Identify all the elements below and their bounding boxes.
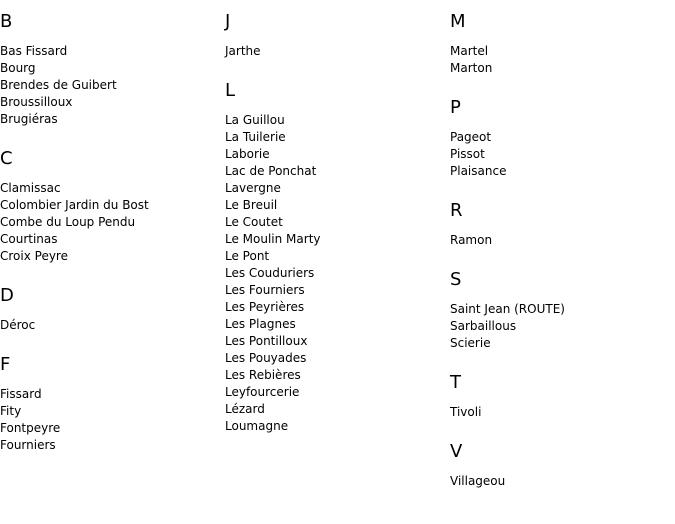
place-link[interactable]: Courtinas [0,232,58,246]
index-column-2 [225,0,450,435]
place-link[interactable]: Saint Jean (ROUTE) [450,302,565,316]
place-list [0,43,225,128]
place-link[interactable]: Pissot [450,147,485,161]
letter-group [225,12,450,60]
letter-group [450,270,675,352]
place-list [225,112,450,435]
index-column-3 [450,0,675,490]
letter-heading: V [450,441,463,462]
letter-group [450,98,675,180]
place-link[interactable]: Les Peyrières [225,300,305,314]
place-link[interactable]: Lac de Ponchat [225,164,317,178]
letter-group [0,12,225,128]
place-link[interactable]: Bourg [0,61,36,75]
place-list [225,43,450,60]
letter-heading: L [225,80,236,101]
place-link[interactable]: Marton [450,61,493,75]
place-link[interactable]: Croix Peyre [0,249,68,263]
place-link[interactable]: Clamissac [0,181,61,195]
place-link[interactable]: Déroc [0,318,36,332]
letter-heading: M [450,11,466,32]
place-link[interactable]: Plaisance [450,164,507,178]
place-link[interactable]: Les Rebières [225,368,301,382]
place-link[interactable]: Leyfourcerie [225,385,300,399]
place-link[interactable]: Martel [450,44,489,58]
letter-group [0,149,225,265]
place-link[interactable]: Villageou [450,474,506,488]
place-link[interactable]: Bas Fissard [0,44,68,58]
place-list [0,386,225,454]
place-link[interactable]: Les Couduriers [225,266,315,280]
letter-group [225,81,450,435]
place-link[interactable]: Lézard [225,402,265,416]
place-link[interactable]: Le Breuil [225,198,278,212]
place-link[interactable]: Les Fourniers [225,283,305,297]
place-link[interactable]: Le Pont [225,249,270,263]
place-link[interactable]: Broussilloux [0,95,73,109]
place-link[interactable]: Scierie [450,336,491,350]
place-link[interactable]: Pageot [450,130,492,144]
place-link[interactable]: Fity [0,404,22,418]
place-link[interactable]: Brendes de Guibert [0,78,117,92]
letter-heading: J [225,11,231,32]
place-link[interactable]: Fontpeyre [0,421,61,435]
place-link[interactable]: La Guillou [225,113,285,127]
place-link[interactable]: Sarbaillous [450,319,517,333]
place-link[interactable]: Fissard [0,387,42,401]
place-list [0,317,225,334]
letter-group [450,442,675,490]
letter-heading: P [450,97,461,118]
letter-group [450,373,675,421]
index-column-1 [0,0,225,454]
place-list [450,473,675,490]
letter-group [0,355,225,454]
place-link[interactable]: Tivoli [450,405,482,419]
place-link[interactable]: Colombier Jardin du Bost [0,198,149,212]
place-link[interactable]: Jarthe [225,44,261,58]
place-list [450,43,675,77]
place-link[interactable]: Loumagne [225,419,289,433]
letter-group [450,201,675,249]
letter-heading: F [0,354,11,375]
place-link[interactable]: Laborie [225,147,270,161]
letter-heading: T [450,372,461,393]
place-link[interactable]: Les Plagnes [225,317,296,331]
letter-heading: R [450,200,463,221]
place-link[interactable]: Fourniers [0,438,56,452]
letter-group [0,286,225,334]
letter-group [450,12,675,77]
place-link[interactable]: Le Moulin Marty [225,232,321,246]
letter-heading: C [0,148,13,169]
place-link[interactable]: Les Pontilloux [225,334,308,348]
place-link[interactable]: Brugiéras [0,112,58,126]
letter-heading: S [450,269,462,290]
place-link[interactable]: Lavergne [225,181,281,195]
place-list [0,180,225,265]
place-link[interactable]: Ramon [450,233,493,247]
letter-heading: B [0,11,13,32]
place-list [450,129,675,180]
place-link[interactable]: Combe du Loup Pendu [0,215,136,229]
place-list [450,301,675,352]
place-link[interactable]: Le Coutet [225,215,283,229]
place-link[interactable]: La Tuilerie [225,130,286,144]
letter-heading: D [0,285,14,306]
place-list [450,404,675,421]
place-link[interactable]: Les Pouyades [225,351,307,365]
place-list [450,232,675,249]
